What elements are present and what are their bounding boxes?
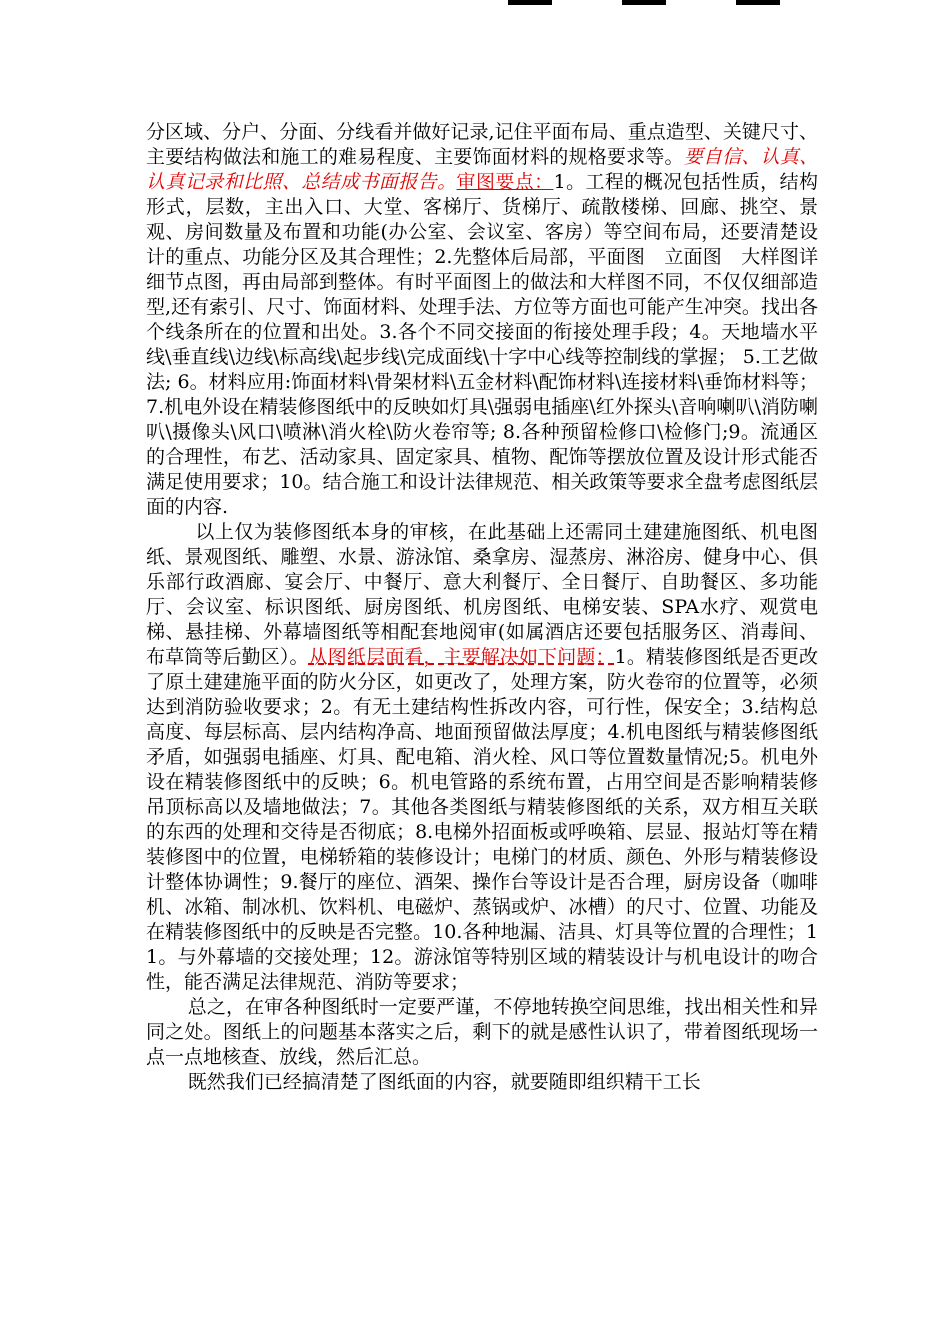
- header-mark: [622, 0, 666, 5]
- body-text: 1。精装修图纸是否更改了原土建建施平面的防火分区，如更改了，处理方案，防火卷帘的位置等，必须达到消防验收要求；2。有无土建结构性拆改内容，可行性，保安全；3.结构总高度、每层标高、层内结构净高、地面预留做法厚度；4.机电图纸与精装修图纸矛盾，如强弱电插座、灯具、配电箱、消火栓、风口等位置数量情况;5。机电外设在精装修图纸中的反映；6。机电管路的系统布置，占用空间是否影响精装修吊顶标高以及墙地做法；7。其他各类图纸与精装修图纸的关系，双方相互关联的东西的处理和交待是否彻底；8.电梯外招面板或呼唤箱、层显、报站灯等在精装修图中的位置，电梯轿箱的装修设计；电梯门的材质、颜色、外形与精装修设计整体协调性；9.餐厅的座位、酒架、操作台等设计是否合理，厨房设备（咖啡机、冰箱、制冰机、饮料机、电磁炉、蒸锅或炉、冰槽）的尺寸、位置、功能及在精装修图纸中的反映是否完整。10.各种地漏、洁具、灯具等位置的合理性；11。与外幕墙的交接处理；12。游泳馆等特别区域的精装设计与机电设计的吻合性，能否满足法律规范、消防等要求；: [146, 646, 818, 993]
- paragraph-coordination: [146, 520, 818, 995]
- body-text: 分区域、分户、分面、分线看并做好记录,记住平面布局、重点造型、关键尺寸、主要结构做法和施工的难易程度、主要饰面材料的规格要求等。: [146, 121, 818, 168]
- section-heading-review-points: 审图要点：: [456, 171, 554, 193]
- paragraph-review-points: [146, 120, 818, 520]
- body-text: 以上仅为装修图纸本身的审核，在此基础上还需同土建建施图纸、机电图纸、景观图纸、雕塑、水景、游泳馆、桑拿房、湿蒸房、淋浴房、健身中心、俱乐部行政酒廊、宴会厅、中餐厅、意大利餐厅、全日餐厅、自助餐区、多功能厅、会议室、标识图纸、厨房图纸、机房图纸、电梯安装、SPA水疗、观赏电梯、悬挂梯、外幕墙图纸等相配套地阅审(如属酒店还要包括服务区、消毒间、布草筒等后勤区）。: [146, 521, 818, 668]
- header-mark: [736, 0, 780, 5]
- paragraph-next-step: 既然我们已经搞清楚了图纸面的内容，就要随即组织精干工长: [187, 1071, 701, 1093]
- document-body: [146, 120, 818, 1095]
- section-heading-drawing-issues: 从图纸层面看，主要解决如下问题：: [308, 646, 615, 668]
- header-mark: [508, 0, 552, 5]
- paragraph-summary: 总之，在审各种图纸时一定要严谨，不停地转换空间思维，找出相关性和异同之处。图纸上的问题基本落实之后，剩下的就是感性认识了，带着图纸现场一点一点地核查、放线，然后汇总。: [146, 996, 818, 1068]
- emphasis-text: 要自信、认真、认真记录和比照、总结成书面报告。: [146, 146, 818, 193]
- body-text: 1。工程的概况包括性质，结构形式，层数，主出入口、大堂、客梯厅、货梯厅、疏散楼梯、回廊、挑空、景观、房间数量及布置和功能(办公室、会议室、客房）等空间布局，还要清楚设计的重点、功能分区及其合理性；2.先整体后局部，平面图 立面图 大样图详细节点图，再由局部到整体。有时平面图上的做法和大样图不同，不仅仅细部造型,还有索引、尺寸、饰面材料、处理手法、方位等方面也可能产生冲突。找出各个线条所在的位置和出处。3.各个不同交接面的衔接处理手段；4。天地墙水平线\垂直线\边线\标高线\起步线\完成面线\十字中心线等控制线的掌握； 5.工艺做法; 6。材料应用:饰面材料\骨架材料\五金材料\配饰材料\连接材料\垂饰材料等； 7.机电外设在精装修图纸中的反映如灯具\强弱电插座\红外探头\音响喇叭\消防喇叭\摄像头\风口\喷淋\消火栓\防火卷帘等; 8.各种预留检修口\检修门;9。流通区的合理性，布艺、活动家具、固定家具、植物、配饰等摆放位置及设计形式能否满足使用要求；10。结合施工和设计法律规范、相关政策等要求全盘考虑图纸层面的内容.: [146, 171, 818, 518]
